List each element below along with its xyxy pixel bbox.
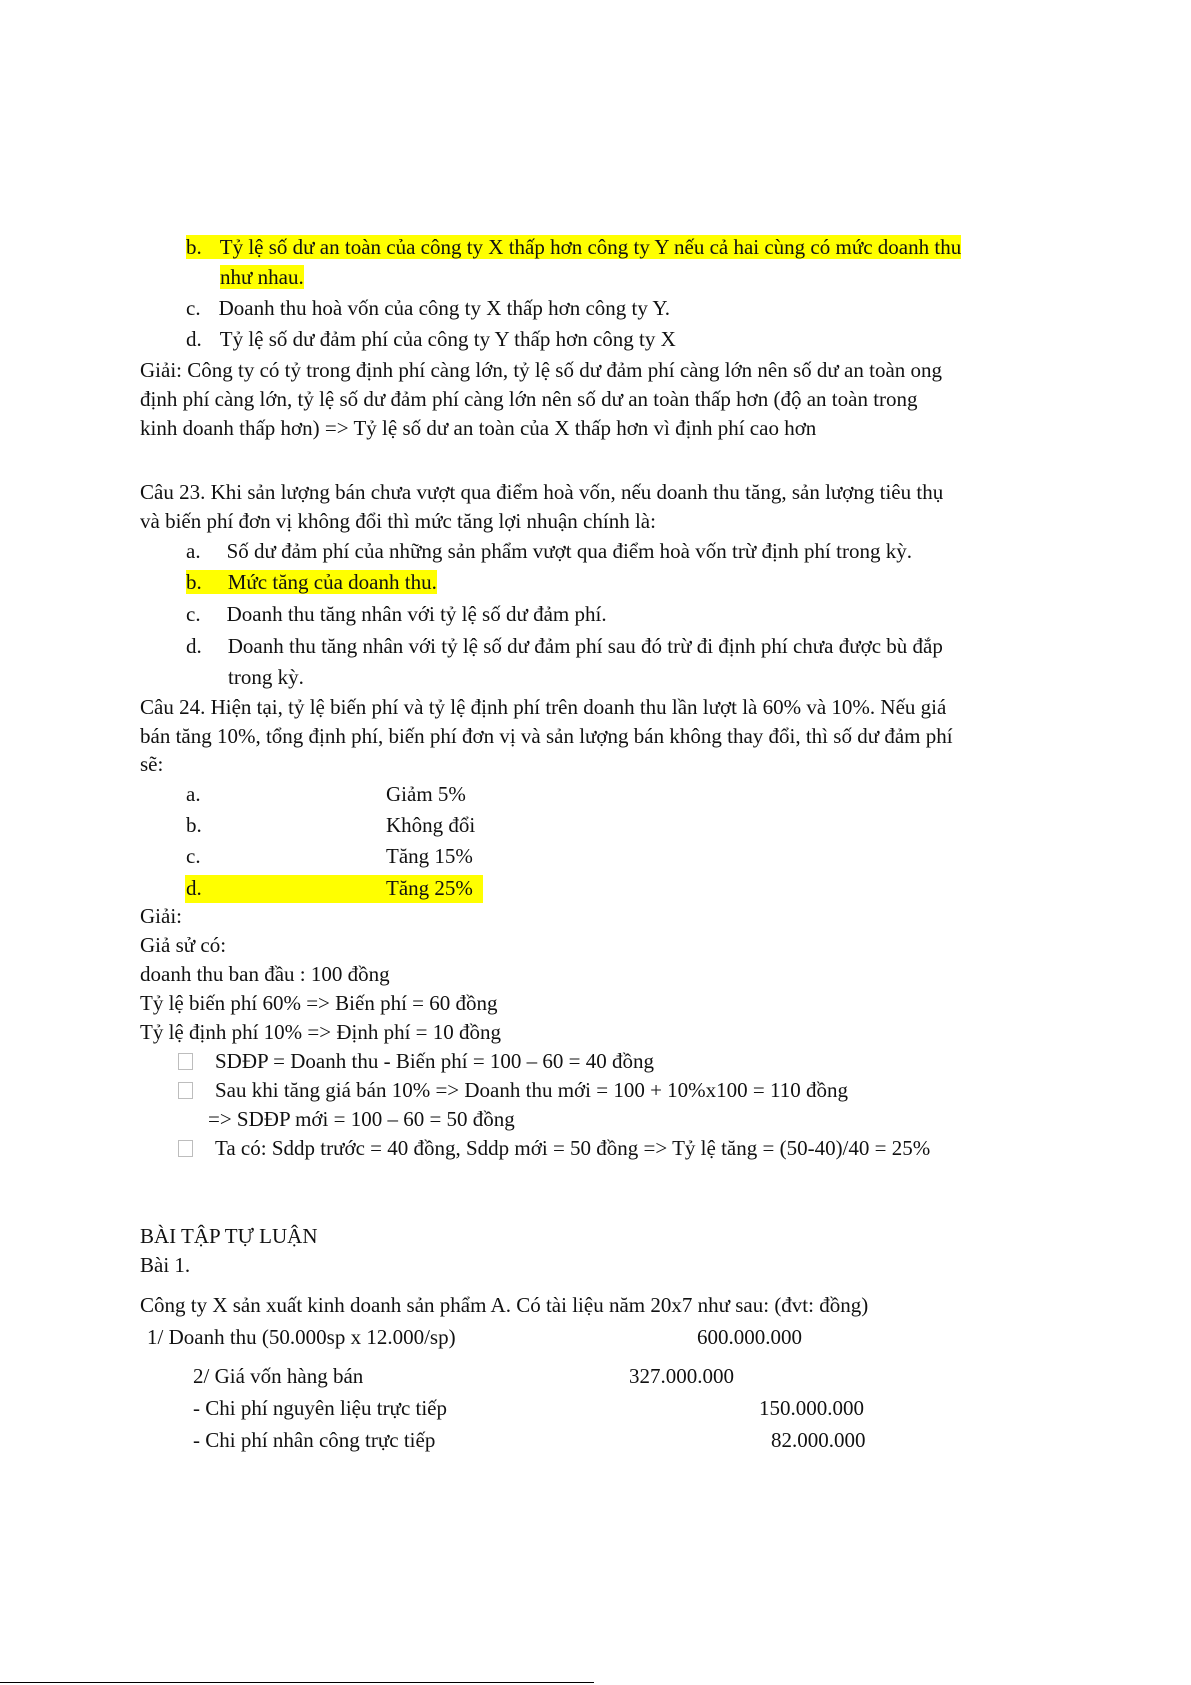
q23-option-d-label: d.	[186, 634, 202, 658]
q22-option-c	[186, 295, 670, 322]
essay-row-revenue-label: 1/ Doanh thu (50.000sp x 12.000/sp)	[147, 1325, 456, 1349]
q24-option-d-text: Tăng 25%	[386, 876, 473, 900]
q24-solution-bullet-2-text: Sau khi tăng giá bán 10% => Doanh thu mới = 100 + 10%x100 = 110 đồng	[215, 1078, 848, 1102]
q23-option-d-text: Doanh thu tăng nhân với tỷ lệ số dư đảm phí sau đó trừ đi định phí chưa được bù đắp	[227, 634, 943, 658]
q22-option-d-text: Tỷ lệ số dư đảm phí của công ty Y thấp hơn công ty X	[219, 327, 676, 351]
q23-option-d	[186, 633, 943, 660]
q23-option-d-cont: trong kỳ.	[228, 665, 304, 689]
q24-option-b-label: b.	[186, 813, 202, 837]
q23-option-c-label: c.	[186, 602, 201, 626]
q24-option-c-text: Tăng 15%	[386, 844, 473, 868]
footnote-separator	[0, 1682, 594, 1683]
q24-option-a-text: Giảm 5%	[386, 782, 466, 806]
q23-option-a-text: Số dư đảm phí của những sản phẩm vượt qua điểm hoà vốn trừ định phí trong kỳ.	[226, 539, 912, 563]
essay-row-material-label: - Chi phí nguyên liệu trực tiếp	[193, 1396, 447, 1420]
q23-option-c-text: Doanh thu tăng nhân với tỷ lệ số dư đảm phí.	[226, 602, 607, 626]
q22-option-b-line1	[186, 234, 961, 261]
q23-option-b-label: b.	[186, 570, 202, 594]
q24-solution-bullet-3-text: Ta có: Sddp trước = 40 đồng, Sddp mới = 50 đồng => Tỷ lệ tăng = (50-40)/40 = 25%	[215, 1136, 931, 1160]
q22-option-b-text: Tỷ lệ số dư an toàn của công ty X thấp hơn công ty Y nếu cả hai cùng có mức doanh thu	[219, 235, 962, 259]
q24-solution-variable-cost: Tỷ lệ biến phí 60% => Biến phí = 60 đồng	[140, 991, 498, 1015]
essay-row-material-value: 150.000.000	[759, 1396, 864, 1420]
q23-option-a	[186, 538, 912, 565]
q24-option-a-label: a.	[186, 782, 201, 806]
essay-row-labor-value: 82.000.000	[771, 1428, 866, 1452]
q22-option-c-text: Doanh thu hoà vốn của công ty X thấp hơn công ty Y.	[218, 296, 671, 320]
essay-row-cogs-value: 327.000.000	[629, 1364, 734, 1388]
q24-solution-heading: Giải:	[140, 904, 182, 928]
q22-solution-line2: định phí càng lớn, tỷ lệ số dư đảm phí càng lớn nên số dư an toàn thấp hơn (độ an toàn trong	[140, 387, 918, 411]
essay-intro: Công ty X sản xuất kinh doanh sản phẩm A. Có tài liệu năm 20x7 như sau: (đvt: đồng)	[140, 1293, 869, 1317]
essay-heading: BÀI TẬP TỰ LUẬN	[140, 1224, 318, 1248]
essay-row-cogs-label: 2/ Giá vốn hàng bán	[193, 1364, 364, 1388]
essay-row-revenue-value: 600.000.000	[697, 1325, 802, 1349]
q22-option-c-label: c.	[186, 296, 201, 320]
q23-option-a-label: a.	[186, 539, 201, 563]
bullet-box-icon	[178, 1082, 193, 1099]
q23-stem-line2: và biến phí đơn vị không đổi thì mức tăng lợi nhuận chính là:	[140, 509, 656, 533]
q22-option-b-label: b.	[186, 235, 202, 259]
q22-option-b-line2	[220, 264, 304, 291]
q24-stem-line1: Câu 24. Hiện tại, tỷ lệ biến phí và tỷ lệ định phí trên doanh thu lần lượt là 60% và 10%. Nếu giá	[140, 695, 947, 719]
q22-option-d	[186, 326, 676, 353]
bullet-box-icon	[178, 1140, 193, 1157]
q23-option-b	[186, 569, 437, 596]
q24-solution-bullet-1	[178, 1048, 654, 1075]
essay-exercise-title: Bài 1.	[140, 1253, 191, 1277]
q22-solution-line1: Giải: Công ty có tỷ trong định phí càng lớn, tỷ lệ số dư đảm phí càng lớn nên số dư an toàn ong	[140, 358, 943, 382]
q22-option-b-text-cont: như nhau.	[220, 265, 304, 289]
q24-solution-bullet-3	[178, 1135, 930, 1162]
essay-row-labor-label: - Chi phí nhân công trực tiếp	[193, 1428, 436, 1452]
q24-stem-line2: bán tăng 10%, tổng định phí, biến phí đơn vị và sản lượng bán không thay đổi, thì số dư đảm phí	[140, 724, 953, 748]
q24-solution-bullet-2	[178, 1077, 848, 1104]
q22-solution-line3: kinh doanh thấp hơn) => Tỷ lệ số dư an toàn của X thấp hơn vì định phí cao hơn	[140, 416, 817, 440]
q24-solution-bullet-1-text: SDĐP = Doanh thu - Biến phí = 100 – 60 = 40 đồng	[215, 1049, 655, 1073]
bullet-box-icon	[178, 1053, 193, 1070]
q24-stem-line3: sẽ:	[140, 752, 164, 776]
q24-solution-revenue: doanh thu ban đầu : 100 đồng	[140, 962, 390, 986]
q23-stem-line1: Câu 23. Khi sản lượng bán chưa vượt qua điểm hoà vốn, nếu doanh thu tăng, sản lượng tiêu thụ	[140, 480, 944, 504]
q24-option-b-text: Không đổi	[386, 813, 476, 837]
q24-solution-bullet-2-cont: => SDĐP mới = 100 – 60 = 50 đồng	[208, 1107, 515, 1131]
q24-option-c-label: c.	[186, 844, 201, 868]
q22-option-d-label: d.	[186, 327, 202, 351]
q24-solution-assume: Giả sử có:	[140, 933, 227, 957]
q23-option-c	[186, 601, 607, 628]
q24-option-d-label: d.	[186, 876, 202, 900]
q24-solution-fixed-cost: Tỷ lệ định phí 10% => Định phí = 10 đồng	[140, 1020, 502, 1044]
q23-option-b-text: Mức tăng của doanh thu.	[227, 570, 437, 594]
